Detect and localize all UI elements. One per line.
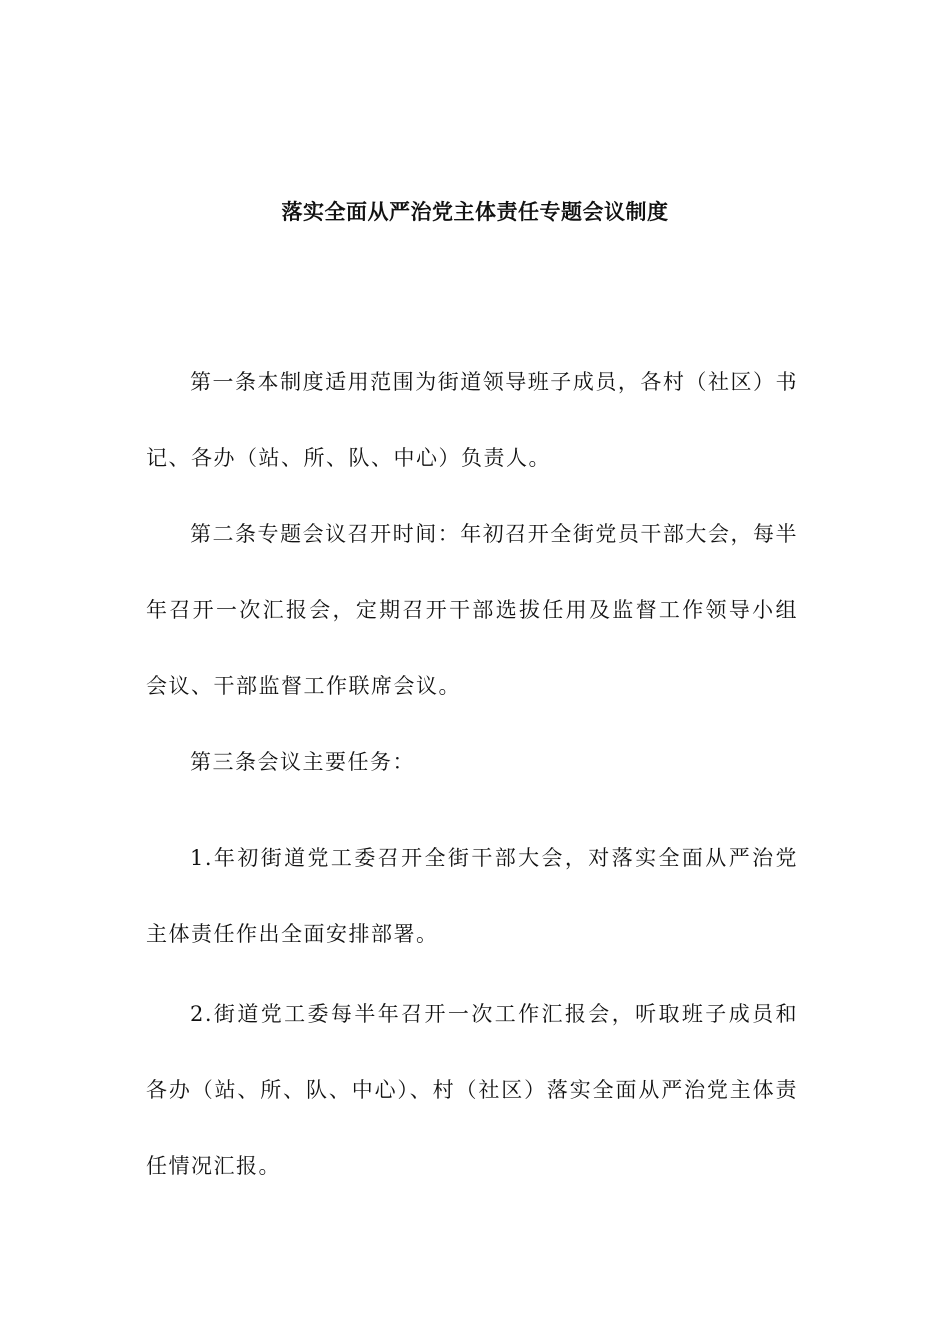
task-item-1: 1.年初街道党工委召开全街干部大会，对落实全面从严治党主体责任作出全面安排部署。 [146, 846, 798, 946]
task-item-2: 2.街道党工委每半年召开一次工作汇报会，听取班子成员和各办（站、所、队、中心）、村（社区）落实全面从严治党主体责任情况汇报。 [146, 1002, 798, 1178]
article-1-paragraph: 第一条本制度适用范围为街道领导班子成员，各村（社区）书记、各办（站、所、队、中心）负责人。 [146, 370, 798, 470]
article-3-heading: 第三条会议主要任务： [190, 750, 415, 774]
document-title: 落实全面从严治党主体责任专题会议制度 [281, 200, 669, 224]
article-2-paragraph: 第二条专题会议召开时间：年初召开全街党员干部大会，每半年召开一次汇报会，定期召开干部选拔任用及监督工作领导小组会议、干部监督工作联席会议。 [146, 522, 798, 698]
